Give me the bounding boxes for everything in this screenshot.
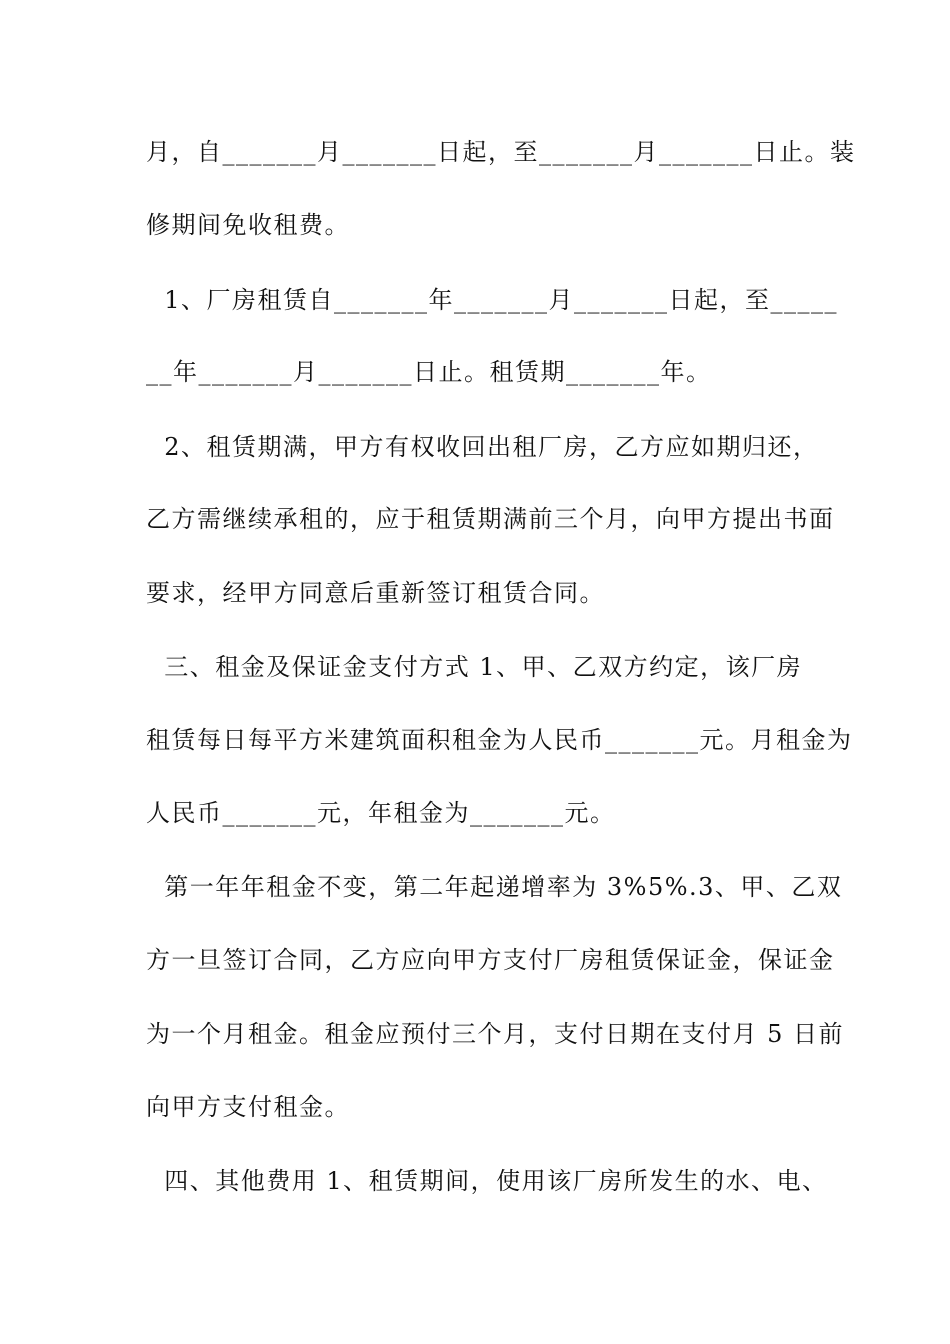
text-line: 为一个月租金。租金应预付三个月，支付日期在支付月 5 日前	[146, 1020, 845, 1048]
text-line: __年_______月_______日止。租赁期_______年。	[146, 358, 712, 386]
text-line: 方一旦签订合同，乙方应向甲方支付厂房租赁保证金，保证金	[146, 946, 835, 974]
text-line: 四、其他费用 1、租赁期间，使用该厂房所发生的水、电、	[146, 1167, 828, 1195]
text-line: 租赁每日每平方米建筑面积租金为人民币_______元。月租金为	[146, 726, 853, 754]
text-line: 人民币_______元，年租金为_______元。	[146, 799, 616, 827]
text-line: 月，自_______月_______日起，至_______月_______日止。装	[146, 138, 856, 166]
text-line: 第一年年租金不变，第二年起递增率为 3%5%.3、甲、乙双	[146, 873, 843, 901]
text-line: 2、租赁期满，甲方有权收回出租厂房，乙方应如期归还，	[146, 433, 819, 461]
text-line: 1、厂房租赁自_______年_______月_______日起，至_____	[146, 286, 839, 314]
text-line: 要求，经甲方同意后重新签订租赁合同。	[146, 579, 605, 607]
text-line: 三、租金及保证金支付方式 1、甲、乙双方约定，该厂房	[146, 653, 803, 681]
text-line: 乙方需继续承租的，应于租赁期满前三个月，向甲方提出书面	[146, 505, 835, 533]
text-line: 修期间免收租费。	[146, 211, 350, 239]
text-line: 向甲方支付租金。	[146, 1093, 350, 1121]
